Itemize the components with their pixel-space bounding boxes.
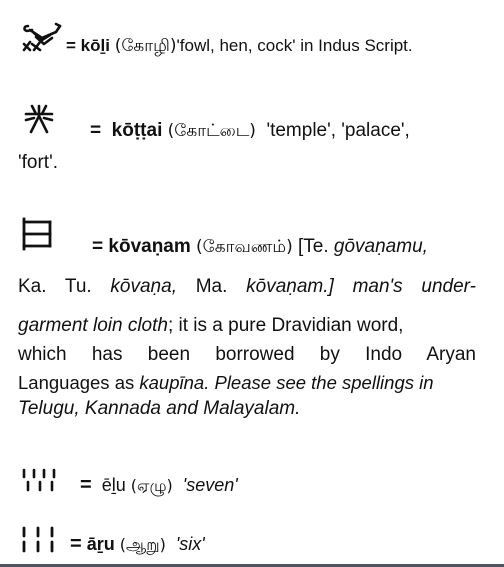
ma-word: kōvaṇam.] bbox=[246, 276, 334, 297]
languages-as: Languages as bbox=[18, 372, 135, 393]
equals-sign: = bbox=[66, 36, 76, 55]
ma: Ma. bbox=[195, 276, 228, 297]
indus-seven-strokes-icon bbox=[20, 468, 62, 494]
entry-kovanam-line4 bbox=[18, 344, 476, 366]
pure-dravidian-text: ; it is a pure Dravidian word, bbox=[167, 315, 404, 336]
equals-sign: = bbox=[70, 533, 82, 555]
entry-elu bbox=[80, 474, 238, 497]
entry-kottai bbox=[90, 120, 410, 143]
entry-kottai-cont bbox=[18, 152, 58, 174]
equals-sign: = bbox=[92, 236, 104, 257]
languages-list: Telugu, Kannada and Malayalam. bbox=[18, 398, 301, 419]
gloss-elu: 'seven' bbox=[182, 475, 238, 495]
tamil-aru: (ஆறு) bbox=[119, 535, 166, 554]
indus-loincloth-sign-icon bbox=[20, 216, 56, 252]
entry-aru bbox=[70, 533, 205, 556]
tamil-elu: (ஏழு) bbox=[130, 476, 173, 495]
te-prefix: [Te. bbox=[298, 236, 329, 257]
equals-sign: = bbox=[80, 474, 92, 496]
entry-kovanam-line2 bbox=[18, 276, 476, 298]
see-spellings: . Please see the spellings in bbox=[204, 372, 434, 393]
headword-kovanam: kōvaṇam bbox=[108, 236, 191, 257]
headword-koli: kōḻi bbox=[80, 36, 110, 55]
indus-six-strokes-icon bbox=[20, 526, 60, 554]
indus-temple-sign-icon bbox=[22, 102, 56, 136]
entry-koli bbox=[66, 36, 413, 58]
headword-kottai: kōṭṭai bbox=[111, 120, 163, 141]
ka-tu: Ka. Tu. bbox=[18, 276, 92, 297]
gloss-kottai-fort: 'fort'. bbox=[18, 152, 58, 173]
tamil-koli: (கோழி) bbox=[114, 36, 177, 56]
gloss-koli: 'fowl, hen, cock' in Indus Script. bbox=[176, 36, 413, 55]
gloss-aru: 'six' bbox=[175, 534, 205, 554]
tamil-kottai: (கோட்டை) bbox=[167, 121, 256, 141]
entry-kovanam-line5 bbox=[18, 372, 434, 394]
indus-fowl-sign-icon bbox=[20, 20, 64, 56]
entry-kovanam-line3 bbox=[18, 315, 403, 337]
equals-sign: = bbox=[90, 120, 102, 141]
gloss-kottai: 'temple', 'palace', bbox=[266, 120, 410, 141]
ka-word: kōvaṇa, bbox=[110, 276, 177, 297]
borrowed-text: which has been borrowed by Indo Aryan bbox=[18, 344, 476, 365]
kaupina-word: kaupīna bbox=[139, 372, 205, 393]
under: under- bbox=[421, 276, 476, 297]
entry-kovanam bbox=[92, 236, 428, 259]
tamil-kovanam: (கோவணம்) bbox=[196, 237, 293, 257]
headword-aru: āṟu bbox=[86, 534, 115, 554]
mans: man's bbox=[352, 276, 403, 297]
headword-elu: ēḻu bbox=[101, 475, 126, 495]
te-word: gōvaṇamu, bbox=[333, 236, 428, 257]
entry-kovanam-line6 bbox=[18, 398, 300, 420]
garment-loin-cloth: garment loin cloth bbox=[18, 315, 168, 336]
